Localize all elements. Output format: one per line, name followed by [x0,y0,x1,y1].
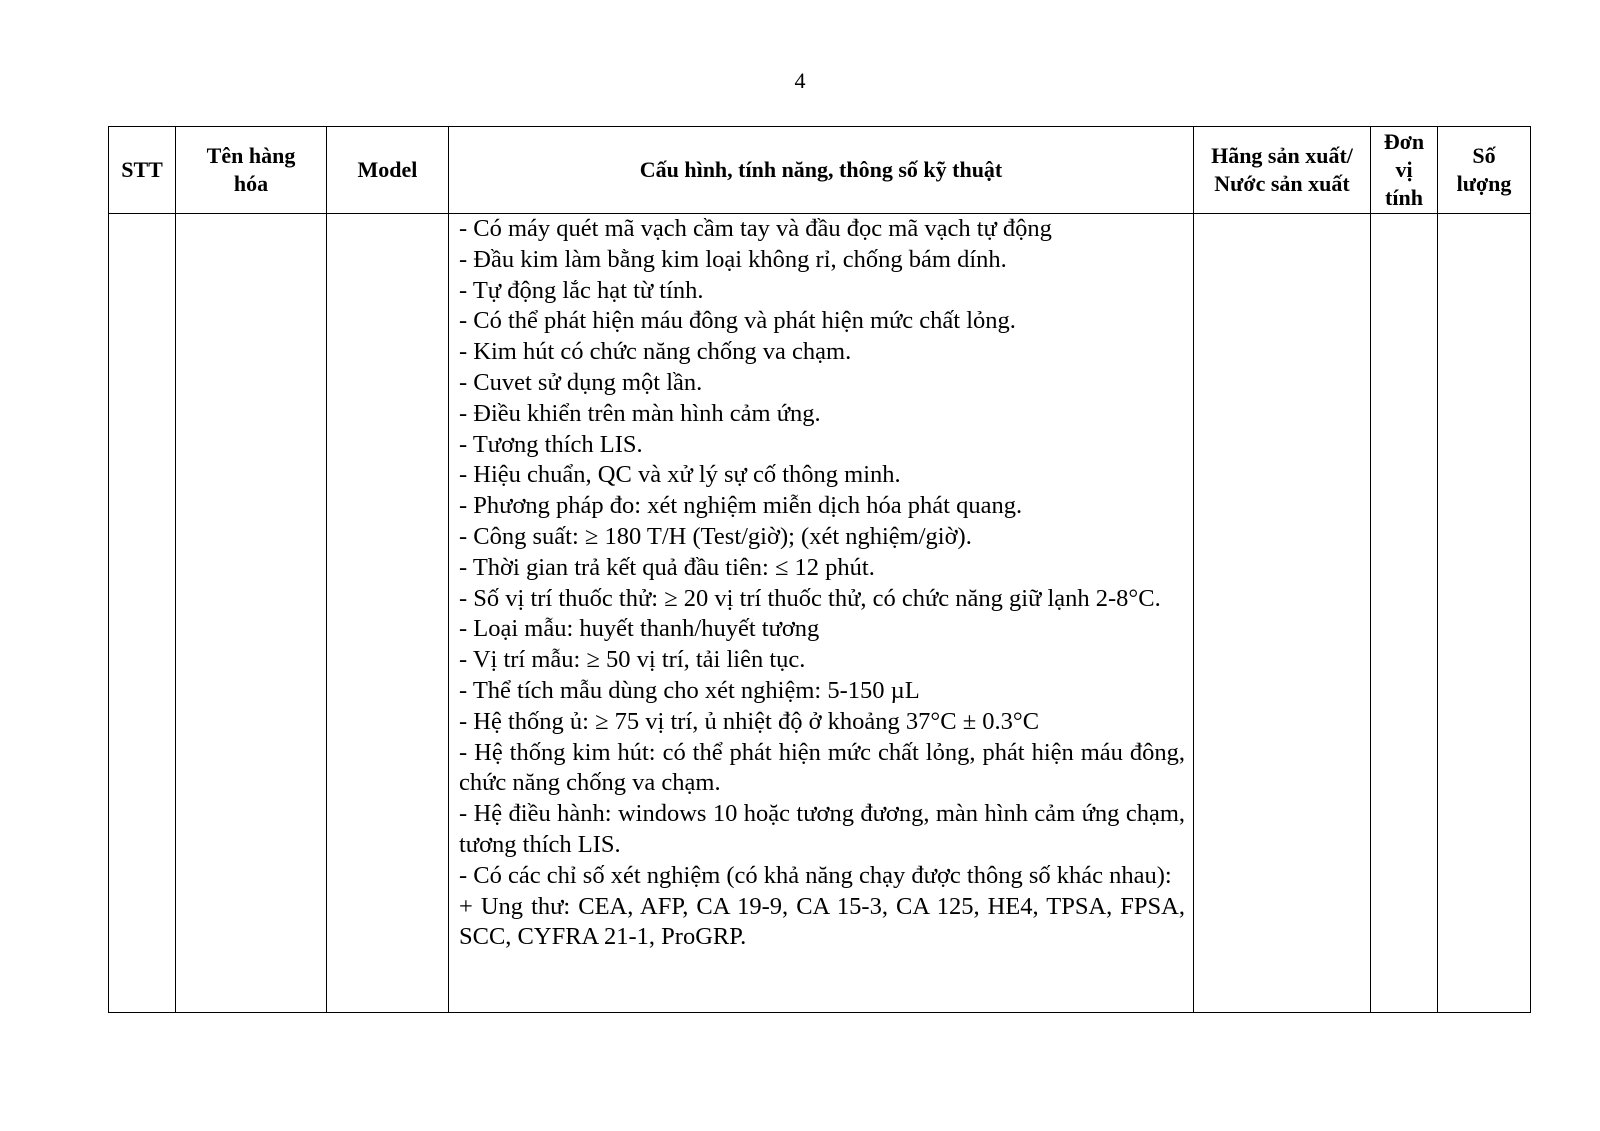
spec-line: - Hệ điều hành: windows 10 hoặc tương đương, màn hình cảm ứng chạm, tương thích LIS. [459,800,1185,858]
page-number: 4 [794,68,806,93]
spec-line: - Công suất: ≥ 180 T/H (Test/giờ); (xét nghiệm/giờ). [459,522,972,550]
cell-ten-hang-hoa [176,214,327,1013]
header-hang-san-xuat: Hãng sản xuất/ Nước sản xuất [1194,127,1371,214]
spec-line: - Cuvet sử dụng một lần. [459,368,703,396]
cell-stt [109,214,176,1013]
spec-line: + Ung thư: CEA, AFP, CA 19-9, CA 15-3, CA 125, HE4, TPSA, FPSA, SCC, CYFRA 21-1, ProGRP. [459,892,1185,951]
spec-table [108,126,1531,1013]
spec-line: - Hệ thống kim hút: có thể phát hiện mức chất lỏng, phát hiện máu đông, chức năng chống va chạm. [459,738,1185,797]
spec-line: - Hiệu chuẩn, QC và xử lý sự cố thông minh. [459,461,901,489]
spec-line: - Có các chỉ số xét nghiệm (có khả năng chạy được thông số khác nhau): [459,861,1172,889]
cell-spec [449,214,1194,1013]
spec-line: - Có thể phát hiện máu đông và phát hiện mức chất lỏng. [459,307,1016,335]
spec-line: - Thể tích mẫu dùng cho xét nghiệm: 5-150 µL [459,676,920,704]
header-don-vi-tinh: Đơn vị tính [1371,127,1438,214]
header-ten-hang-hoa: Tên hàng hóa [176,127,327,214]
spec-line: - Phương pháp đo: xét nghiệm miễn dịch hóa phát quang. [459,492,1023,520]
cell-hang-san-xuat [1194,214,1371,1013]
header-row [109,127,1531,214]
spec-line: - Số vị trí thuốc thử: ≥ 20 vị trí thuốc thử, có chức năng giữ lạnh 2-8°C. [459,584,1161,612]
cell-model [327,214,449,1013]
spec-line: - Loại mẫu: huyết thanh/huyết tương [459,615,820,643]
spec-line: - Hệ thống ủ: ≥ 75 vị trí, ủ nhiệt độ ở khoảng 37°C ± 0.3°C [459,707,1040,735]
spec-line: - Điều khiển trên màn hình cảm ứng. [459,399,821,427]
header-so-luong: Số lượng [1438,127,1531,214]
cell-don-vi-tinh [1371,214,1438,1013]
spec-line: - Kim hút có chức năng chống va chạm. [459,338,852,366]
spec-line: - Đầu kim làm bằng kim loại không rỉ, chống bám dính. [459,245,1007,273]
spec-line: - Tự động lắc hạt từ tính. [459,276,704,304]
spec-line: - Vị trí mẫu: ≥ 50 vị trí, tải liên tục. [459,646,806,674]
spec-line: - Tương thích LIS. [459,430,643,458]
spec-line: - Thời gian trả kết quả đầu tiên: ≤ 12 phút. [459,553,875,581]
header-cau-hinh: Cấu hình, tính năng, thông số kỹ thuật [449,127,1194,214]
cell-so-luong [1438,214,1531,1013]
spec-line: - Có máy quét mã vạch cầm tay và đầu đọc mã vạch tự động [459,215,1052,242]
table-row [109,214,1531,1013]
header-model: Model [327,127,449,214]
header-stt: STT [109,127,176,214]
